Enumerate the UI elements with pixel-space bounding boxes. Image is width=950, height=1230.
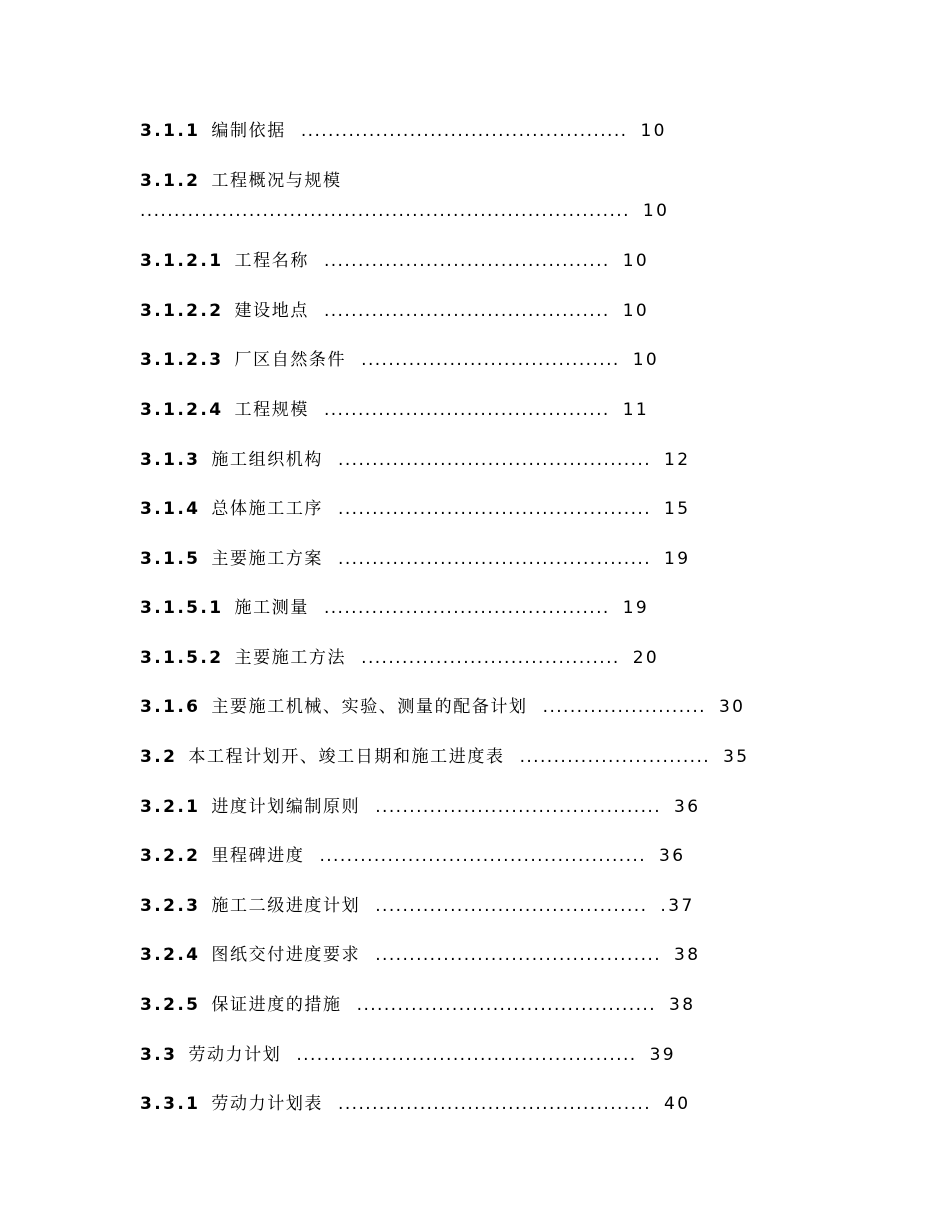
page-number: 38 bbox=[674, 945, 701, 965]
page-number: 40 bbox=[664, 1094, 691, 1114]
page-number: 15 bbox=[664, 499, 691, 519]
dot-leader: .............................................. bbox=[338, 450, 652, 470]
dot-leader: ........................ bbox=[542, 697, 706, 717]
toc-entry[interactable] bbox=[140, 497, 690, 521]
page-number: 20 bbox=[632, 648, 660, 668]
section-number: 3.1.2 bbox=[140, 171, 201, 191]
dot-leader: ............................ bbox=[519, 747, 711, 767]
toc-entry[interactable] bbox=[140, 348, 659, 372]
dot-leader: .......................................... bbox=[375, 945, 662, 965]
section-title: 厂区自然条件 bbox=[234, 350, 347, 370]
toc-entry[interactable] bbox=[140, 1092, 690, 1116]
section-title: 进度计划编制原则 bbox=[211, 797, 361, 817]
page-number: 36 bbox=[659, 846, 686, 866]
toc-entry[interactable] bbox=[140, 398, 649, 422]
section-number: 3.1.2.4 bbox=[140, 400, 224, 420]
section-title: 主要施工方案 bbox=[211, 549, 324, 569]
toc-entry[interactable] bbox=[140, 695, 745, 719]
section-title: 施工测量 bbox=[234, 598, 309, 618]
page-number: .37 bbox=[660, 896, 695, 916]
toc-entry[interactable] bbox=[140, 993, 695, 1017]
page-number: 19 bbox=[664, 549, 691, 569]
section-title: 本工程计划开、竣工日期和施工进度表 bbox=[188, 747, 505, 767]
toc-entry[interactable] bbox=[140, 646, 659, 670]
toc-entry[interactable] bbox=[140, 249, 649, 273]
dot-leader: .................................................. bbox=[296, 1045, 637, 1065]
toc-entry[interactable] bbox=[140, 547, 690, 571]
section-number: 3.2 bbox=[140, 747, 178, 767]
toc-entry[interactable] bbox=[140, 844, 685, 868]
toc-entry[interactable] bbox=[140, 894, 695, 918]
section-number: 3.1.4 bbox=[140, 499, 201, 519]
dot-leader: .............................................. bbox=[338, 549, 652, 569]
toc-entry-continuation[interactable] bbox=[140, 199, 669, 223]
section-number: 3.1.3 bbox=[140, 450, 201, 470]
section-title: 工程概况与规模 bbox=[211, 171, 342, 191]
page-number: 10 bbox=[622, 251, 650, 271]
section-title: 图纸交付进度要求 bbox=[211, 945, 361, 965]
section-title: 工程名称 bbox=[234, 251, 309, 271]
section-title: 施工组织机构 bbox=[211, 450, 324, 470]
section-number: 3.1.2.1 bbox=[140, 251, 224, 271]
toc-entry[interactable] bbox=[140, 448, 690, 472]
dot-leader: ................................................ bbox=[319, 846, 647, 866]
section-number: 3.2.4 bbox=[140, 945, 201, 965]
section-title: 建设地点 bbox=[234, 301, 309, 321]
toc-entry[interactable] bbox=[140, 596, 649, 620]
dot-leader: ........................................ bbox=[375, 896, 648, 916]
section-title: 保证进度的措施 bbox=[211, 995, 342, 1015]
section-title: 劳动力计划表 bbox=[211, 1094, 324, 1114]
page-number: 35 bbox=[723, 747, 750, 767]
section-title: 劳动力计划 bbox=[188, 1045, 282, 1065]
page-number: 10 bbox=[622, 301, 650, 321]
dot-leader: ...................................... bbox=[361, 350, 620, 370]
dot-leader: .............................................. bbox=[338, 1094, 652, 1114]
section-number: 3.2.3 bbox=[140, 896, 201, 916]
section-number: 3.1.1 bbox=[140, 121, 201, 141]
toc-entry[interactable] bbox=[140, 169, 342, 193]
page-number: 12 bbox=[664, 450, 691, 470]
dot-leader: .......................................... bbox=[375, 797, 662, 817]
section-title: 工程规模 bbox=[234, 400, 309, 420]
section-title: 施工二级进度计划 bbox=[211, 896, 361, 916]
section-title: 编制依据 bbox=[211, 121, 286, 141]
dot-leader: .............................................. bbox=[338, 499, 652, 519]
section-number: 3.1.6 bbox=[140, 697, 201, 717]
section-number: 3.2.1 bbox=[140, 797, 201, 817]
section-number: 3.1.2.3 bbox=[140, 350, 224, 370]
page-number: 10 bbox=[632, 350, 660, 370]
section-title: 主要施工机械、实验、测量的配备计划 bbox=[211, 697, 528, 717]
section-number: 3.2.2 bbox=[140, 846, 201, 866]
dot-leader: .......................................... bbox=[323, 301, 610, 321]
dot-leader: ........................................................................ bbox=[140, 201, 630, 221]
dot-leader: .......................................... bbox=[323, 400, 610, 420]
page-number: 10 bbox=[640, 121, 667, 141]
page-number: 39 bbox=[649, 1045, 677, 1065]
dot-leader: .......................................... bbox=[323, 251, 610, 271]
toc-entry[interactable] bbox=[140, 119, 667, 143]
toc-entry[interactable] bbox=[140, 745, 750, 769]
section-title: 里程碑进度 bbox=[211, 846, 305, 866]
page-number: 38 bbox=[669, 995, 696, 1015]
toc-entry[interactable] bbox=[140, 943, 700, 967]
section-title: 主要施工方法 bbox=[234, 648, 347, 668]
dot-leader: .......................................... bbox=[323, 598, 610, 618]
page-number: 30 bbox=[718, 697, 746, 717]
section-number: 3.3 bbox=[140, 1045, 178, 1065]
page-number: 19 bbox=[622, 598, 650, 618]
section-title: 总体施工工序 bbox=[211, 499, 324, 519]
toc-entry[interactable] bbox=[140, 795, 700, 819]
section-number: 3.1.5.2 bbox=[140, 648, 224, 668]
section-number: 3.3.1 bbox=[140, 1094, 201, 1114]
section-number: 3.1.5 bbox=[140, 549, 201, 569]
dot-leader: ...................................... bbox=[361, 648, 620, 668]
section-number: 3.2.5 bbox=[140, 995, 201, 1015]
dot-leader: ................................................ bbox=[300, 121, 628, 141]
section-number: 3.1.5.1 bbox=[140, 598, 224, 618]
toc-entry[interactable] bbox=[140, 299, 649, 323]
toc-entry[interactable] bbox=[140, 1043, 676, 1067]
page-number: 10 bbox=[642, 201, 670, 221]
section-number: 3.1.2.2 bbox=[140, 301, 224, 321]
page-number: 11 bbox=[622, 400, 650, 420]
page-number: 36 bbox=[674, 797, 701, 817]
dot-leader: ............................................ bbox=[356, 995, 657, 1015]
